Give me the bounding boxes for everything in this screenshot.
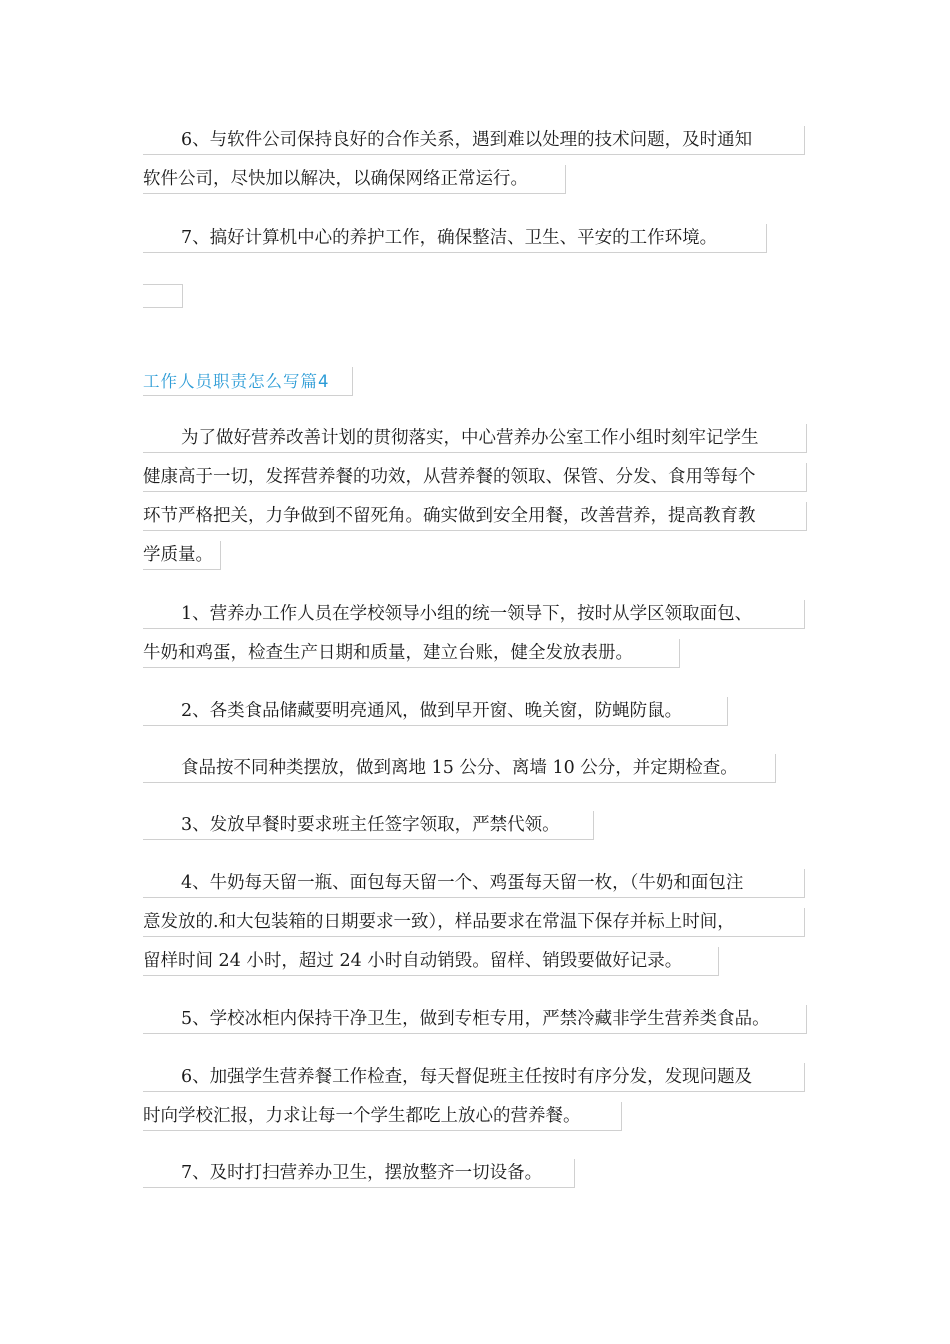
paragraph-line: 健康高于一切，发挥营养餐的功效，从营养餐的领取、保管、分发、食用等每个 xyxy=(143,463,807,492)
paragraph-line: 为了做好营养改善计划的贯彻落实，中心营养办公室工作小组时刻牢记学生 xyxy=(143,424,807,453)
paragraph-line: 3、发放早餐时要求班主任签字领取，严禁代领。 xyxy=(143,811,594,840)
section-heading: 工作人员职责怎么写篇4 xyxy=(143,367,353,396)
paragraph-line: 2、各类食品储藏要明亮通风，做到早开窗、晚关窗，防蝇防鼠。 xyxy=(143,697,728,726)
paragraph-line: 牛奶和鸡蛋，检查生产日期和质量，建立台账，健全发放表册。 xyxy=(143,639,680,668)
paragraph-line: 意发放的.和大包装箱的日期要求一致），样品要求在常温下保存并标上时间， xyxy=(143,908,805,937)
paragraph-line: 食品按不同种类摆放，做到离地 15 公分、离墙 10 公分，并定期检查。 xyxy=(143,754,776,783)
paragraph-line: 学质量。 xyxy=(143,541,221,570)
paragraph-line: 5、学校冰柜内保持干净卫生，做到专柜专用，严禁冷藏非学生营养类食品。 xyxy=(143,1005,807,1034)
paragraph-line: 4、牛奶每天留一瓶、面包每天留一个、鸡蛋每天留一枚，（牛奶和面包注 xyxy=(143,869,805,898)
empty-paragraph-marker xyxy=(143,284,183,308)
paragraph-line: 7、搞好计算机中心的养护工作，确保整洁、卫生、平安的工作环境。 xyxy=(143,224,767,253)
paragraph-line: 1、营养办工作人员在学校领导小组的统一领导下，按时从学区领取面包、 xyxy=(143,600,805,629)
paragraph-line: 软件公司，尽快加以解决，以确保网络正常运行。 xyxy=(143,165,566,194)
paragraph-line: 7、及时打扫营养办卫生，摆放整齐一切设备。 xyxy=(143,1159,575,1188)
paragraph-line: 环节严格把关，力争做到不留死角。确实做到安全用餐，改善营养，提高教育教 xyxy=(143,502,807,531)
paragraph-line: 留样时间 24 小时，超过 24 小时自动销毁。留样、销毁要做好记录。 xyxy=(143,947,719,976)
paragraph-line: 6、加强学生营养餐工作检查，每天督促班主任按时有序分发，发现问题及 xyxy=(143,1063,805,1092)
paragraph-line: 6、与软件公司保持良好的合作关系，遇到难以处理的技术问题，及时通知 xyxy=(143,126,805,155)
paragraph-line: 时向学校汇报，力求让每一个学生都吃上放心的营养餐。 xyxy=(143,1102,622,1131)
